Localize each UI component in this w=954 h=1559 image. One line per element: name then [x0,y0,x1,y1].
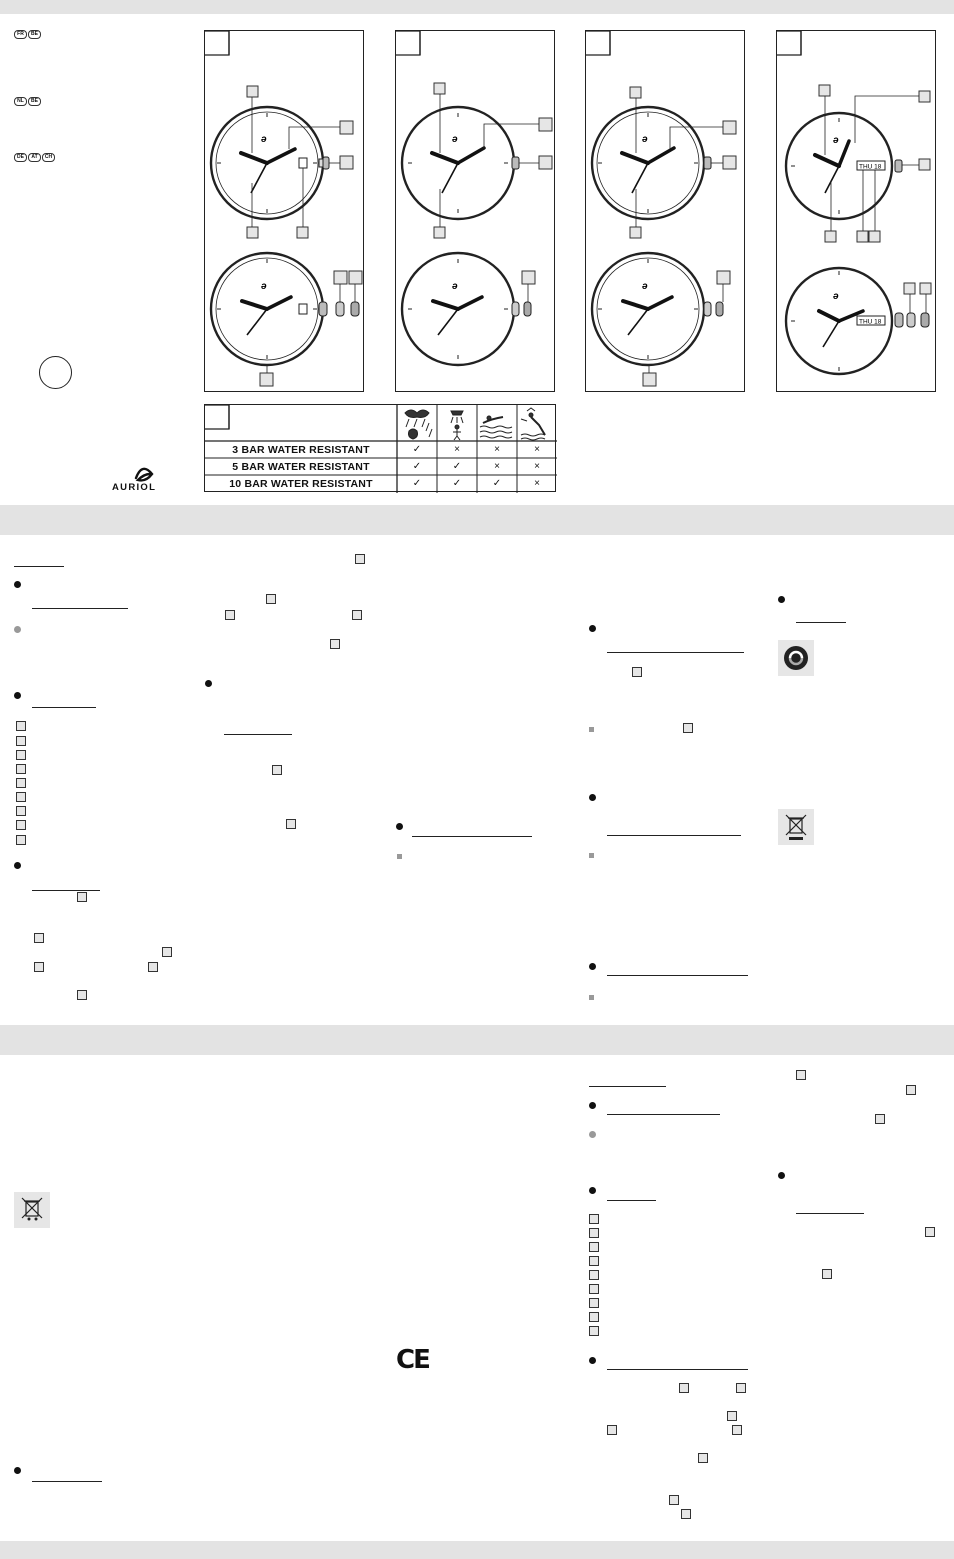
brand-wordmark: AURIOL [112,482,157,493]
list-square [589,1326,599,1336]
ref-square [286,819,296,829]
list-square [16,835,26,845]
svg-text:ә: ә [833,291,839,302]
bullet [14,581,21,588]
list-square [16,764,26,774]
bullet-grey-square [589,995,594,1000]
ref-square [796,1070,806,1080]
top-band [0,0,954,14]
list-square [16,820,26,830]
ref-square [148,962,158,972]
water-cell: ✓ [412,444,422,455]
heading-underline [14,566,64,567]
ref-square [732,1425,742,1435]
water-row-label: 5 BAR WATER RESISTANT [232,461,370,473]
lang-group-fr-be [14,30,41,39]
recycle-icon [778,640,814,676]
bullet [396,823,403,830]
list-square [589,1270,599,1280]
lang-badge: CH [42,153,55,162]
heading-underline [607,975,748,976]
water-cell: ✓ [452,461,462,472]
bullet [589,794,596,801]
bullet [778,1172,785,1179]
ref-square [355,554,365,564]
ref-square [679,1383,689,1393]
list-square [16,778,26,788]
lang-group-de-at-ch [14,153,55,162]
ref-square [925,1227,935,1237]
bullet [14,1467,21,1474]
svg-text:ә: ә [261,134,267,145]
ref-square [736,1383,746,1393]
bullet-grey [14,626,21,633]
heading-underline [32,1481,102,1482]
list-square [589,1214,599,1224]
heading-underline [796,1213,864,1214]
weee-bin-icon [14,1192,50,1228]
ref-square [681,1509,691,1519]
svg-text:ә: ә [261,281,267,292]
list-square [589,1298,599,1308]
ref-square [669,1495,679,1505]
water-cell: ✓ [452,478,462,489]
ref-square [77,892,87,902]
ref-square [698,1453,708,1463]
water-cell: × [534,478,540,489]
heading-underline [32,608,128,609]
bullet [589,963,596,970]
water-cell: ✓ [412,461,422,472]
ref-square [272,765,282,775]
water-cell: × [534,461,540,472]
ref-square [727,1411,737,1421]
weee-bin-icon [778,809,814,845]
svg-text:ә: ә [642,134,648,145]
water-row-label: 10 BAR WATER RESISTANT [229,478,373,490]
water-cell: × [494,461,500,472]
list-square [589,1284,599,1294]
lang-badge: BE [28,97,41,106]
ref-square [607,1425,617,1435]
ref-square [330,639,340,649]
figure-panel-3 [585,30,745,392]
list-square [589,1242,599,1252]
heading-underline [224,734,292,735]
heading-underline [32,890,100,891]
ref-square [34,933,44,943]
svg-text:ә: ә [452,281,458,292]
list-square [589,1256,599,1266]
ref-square [632,667,642,677]
figure-panel-4 [776,30,936,392]
bullet [589,1102,596,1109]
water-row-label: 3 BAR WATER RESISTANT [232,444,370,456]
heading-underline [607,1114,720,1115]
ref-square [875,1114,885,1124]
heading-underline [589,1086,666,1087]
lang-badge: DE [14,153,27,162]
svg-text:ә: ә [642,281,648,292]
section-band-2 [0,1025,954,1055]
heading-underline [412,836,532,837]
bullet [589,625,596,632]
water-resistance-table [204,404,556,492]
bullet [589,1187,596,1194]
section-band-1 [0,505,954,535]
ref-square [266,594,276,604]
water-cell: × [534,444,540,455]
list-square [16,736,26,746]
bullet [14,692,21,699]
heading-underline [607,652,744,653]
ref-square [352,610,362,620]
list-square [589,1312,599,1322]
figure-panel-2 [395,30,555,392]
list-square [589,1228,599,1238]
ref-square [906,1085,916,1095]
heading-underline [607,1369,748,1370]
heading-underline [32,707,96,708]
ref-square [34,962,44,972]
ref-square [683,723,693,733]
ref-square [77,990,87,1000]
lang-badge: NL [14,97,27,106]
figure-panel-1 [204,30,364,392]
heading-underline [607,835,741,836]
bottom-band [0,1541,954,1559]
lang-group-nl-be [14,97,41,106]
water-cell: × [454,444,460,455]
bullet [205,680,212,687]
water-cell: ✓ [412,478,422,489]
bullet-grey-square [589,853,594,858]
ce-mark: CE [396,1345,429,1375]
water-cell: ✓ [492,478,502,489]
lang-badge: AT [28,153,41,162]
bullet-grey-square [589,727,594,732]
heading-underline [796,622,846,623]
bullet [778,596,785,603]
bullet-grey [589,1131,596,1138]
ref-square [225,610,235,620]
lang-badge: FR [14,30,27,39]
blank-circle [39,356,72,389]
bullet [589,1357,596,1364]
list-square [16,721,26,731]
bullet-grey-square [397,854,402,859]
svg-text:ә: ә [833,135,839,146]
svg-text:ә: ә [452,134,458,145]
bullet [14,862,21,869]
date-window-text: THU 18 [859,163,882,171]
ref-square [822,1269,832,1279]
date-window-text: THU 18 [859,318,882,326]
lang-badge: BE [28,30,41,39]
water-cell: × [494,444,500,455]
list-square [16,792,26,802]
list-square [16,806,26,816]
heading-underline [607,1200,656,1201]
ref-square [162,947,172,957]
list-square [16,750,26,760]
